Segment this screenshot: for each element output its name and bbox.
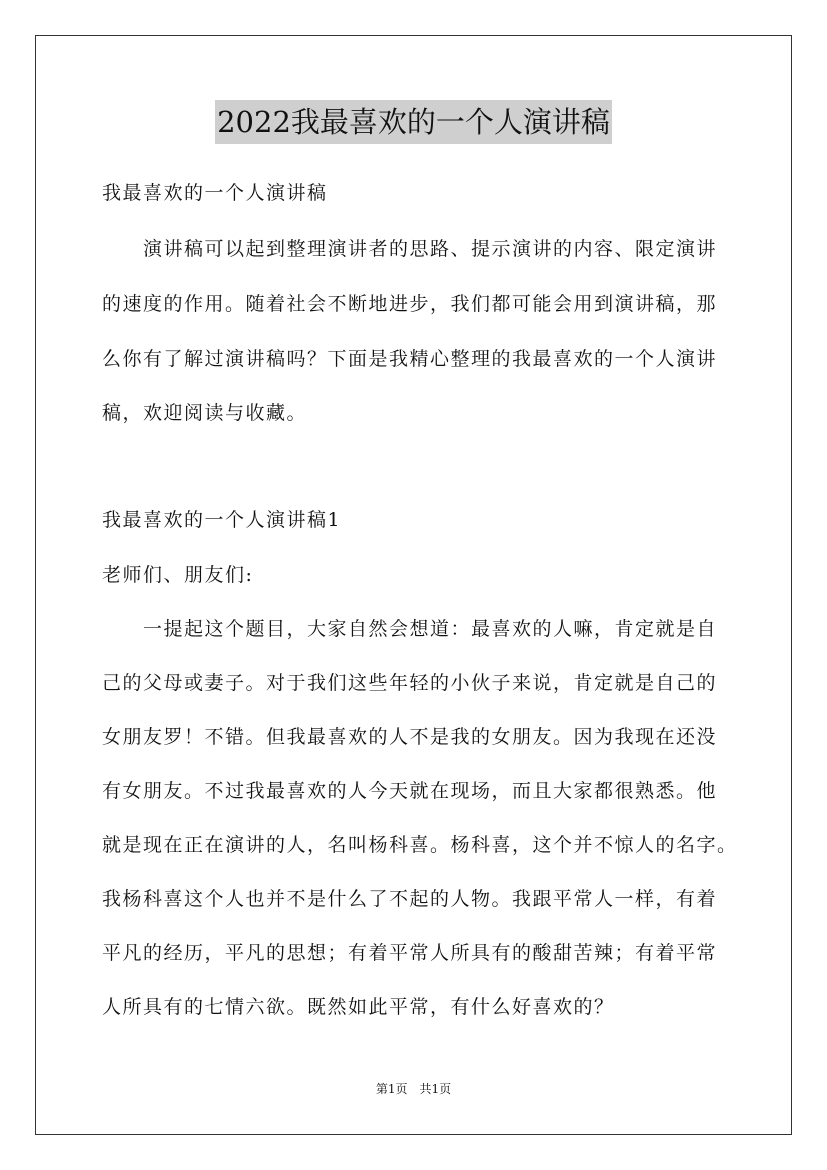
section-heading: 我最喜欢的一个人演讲稿1 (102, 509, 342, 531)
page-footer: 第1页 共1页 (375, 1082, 452, 1096)
body-line: 平凡的经历，平凡的思想；有着平常人所具有的酸甜苦辣；有着平常 (102, 942, 718, 964)
body-line: 一提起这个题目，大家自然会想道：最喜欢的人嘛，肯定就是自 (102, 618, 718, 640)
body-line: 就是现在正在演讲的人，名叫杨科喜。杨科喜，这个并不惊人的名字。 (102, 834, 738, 856)
title-container (0, 100, 827, 144)
document-title: 2022我最喜欢的一个人演讲稿 (215, 100, 612, 144)
body-line: 己的父母或妻子。对于我们这些年轻的小伙子来说，肯定就是自己的 (102, 672, 718, 694)
intro-line: 么你有了解过演讲稿吗？下面是我精心整理的我最喜欢的一个人演讲 (102, 348, 718, 370)
intro-line: 稿，欢迎阅读与收藏。 (102, 402, 308, 424)
body-line: 有女朋友。不过我最喜欢的人今天就在现场，而且大家都很熟悉。他 (102, 780, 718, 802)
intro-line: 的速度的作用。随着社会不断地进步，我们都可能会用到演讲稿，那 (102, 293, 718, 315)
body-line: 我杨科喜这个人也并不是什么了不起的人物。我跟平常人一样，有着 (102, 888, 718, 910)
greeting: 老师们、朋友们: (102, 564, 254, 586)
body-line: 女朋友罗！不错。但我最喜欢的人不是我的女朋友。因为我现在还没 (102, 726, 718, 748)
document-subtitle: 我最喜欢的一个人演讲稿 (102, 182, 328, 204)
intro-line: 演讲稿可以起到整理演讲者的思路、提示演讲的内容、限定演讲 (102, 238, 718, 260)
body-line: 人所具有的七情六欲。既然如此平常，有什么好喜欢的？ (102, 996, 615, 1018)
